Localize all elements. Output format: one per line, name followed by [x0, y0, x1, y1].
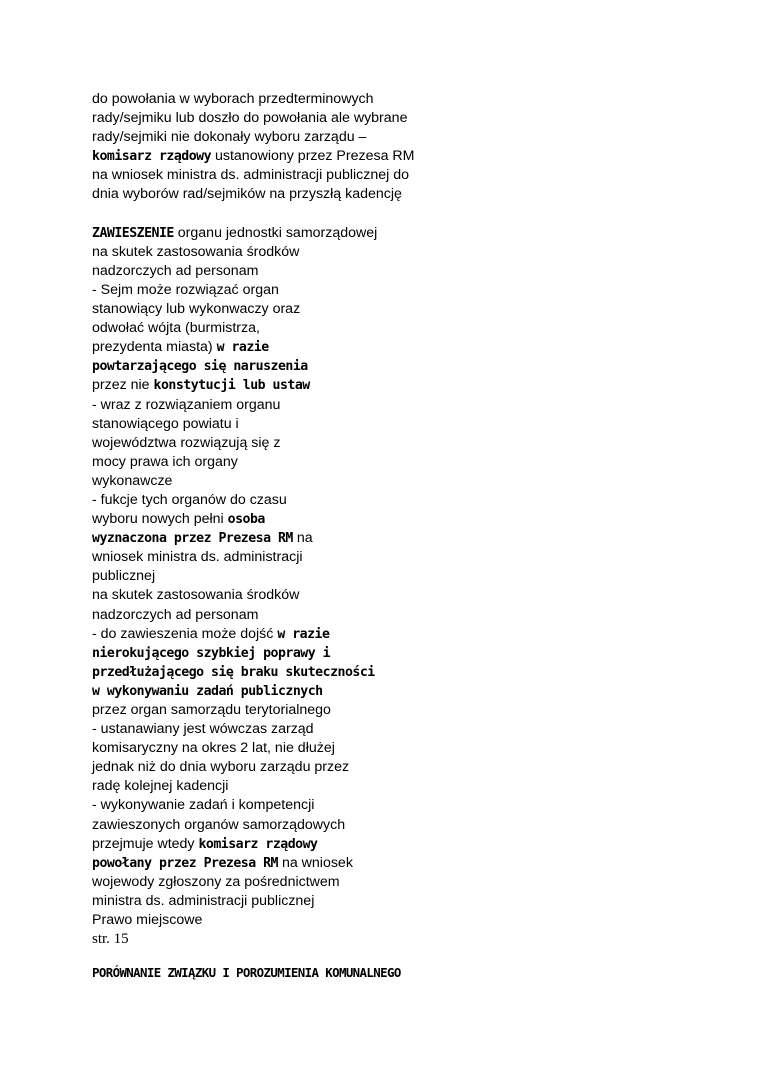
text-line — [92, 835, 692, 854]
bold-term: osoba — [227, 512, 265, 528]
text-line: ministra ds. administracji publicznej — [92, 892, 315, 909]
text-line: stanowiący lub wykonwaczy oraz — [92, 301, 301, 318]
text-line: mocy prawa ich organy — [92, 453, 238, 470]
text-line: radę kolejnej kadencji — [92, 778, 229, 795]
text-line: komisaryczny na okres 2 lat, nie dłużej — [92, 740, 335, 757]
text-line: publicznej — [92, 568, 156, 585]
text-line: rady/sejmiku lub doszło do powołania ale wybrane — [92, 110, 408, 127]
text-line: zawieszonych organów samorządowych — [92, 816, 346, 833]
text-line: - Sejm może rozwiązać organ — [92, 281, 279, 298]
text-line: na skutek zastosowania środków — [92, 587, 300, 604]
text-line — [92, 644, 692, 663]
text-line — [92, 663, 692, 682]
page-number: str. 15 — [92, 931, 129, 948]
text-line: do powołania w wyborach przedterminowych — [92, 91, 374, 107]
text-span: na — [292, 530, 313, 547]
bold-term: w wykonywaniu zadań publicznych — [92, 683, 323, 699]
text-line: na wniosek ministra ds. administracji publicznej do — [92, 167, 409, 184]
bold-term: komisarz rządowy — [92, 149, 212, 165]
text-line: przez organ samorządu terytorialnego — [92, 702, 331, 718]
next-section-heading: PORÓWNANIE ZWIĄZKU I POROZUMIENIA KOMUNALNEGO — [92, 965, 401, 981]
text-line — [92, 625, 692, 644]
bold-term: ZAWIESZENIE — [92, 225, 174, 241]
text-line: - wykonywanie zadań i kompetencji — [92, 797, 315, 814]
text-span: organu jednostki samorządowej — [173, 224, 378, 241]
text-line: nadzorczych ad personam — [92, 262, 259, 279]
text-line: jednak niż do dnia wyboru zarządu przez — [92, 759, 350, 776]
bold-term: przedłużającego się braku skuteczności — [92, 664, 375, 680]
bold-term: nierokującego szybkiej poprawy i — [92, 645, 331, 661]
text-line — [92, 376, 692, 395]
bold-term: powtarzającego się naruszenia — [92, 359, 308, 375]
text-line: - wraz z rozwiązaniem organu — [92, 396, 281, 413]
text-span: - do zawieszenia może dojść — [92, 625, 278, 642]
text-line: nadzorczych ad personam — [92, 606, 259, 623]
text-line — [92, 854, 692, 873]
bold-term: konstytucji lub ustaw — [153, 378, 310, 394]
text-line: wojewody zgłoszony za pośrednictwem — [92, 873, 340, 890]
text-line: rady/sejmiki nie dokonały wyboru zarządu – — [92, 129, 367, 146]
text-line — [92, 682, 692, 701]
text-line: - ustanawiany jest wówczas zarząd — [92, 721, 314, 738]
text-line — [92, 357, 692, 376]
bold-term: wyznaczona przez Prezesa RM — [92, 531, 293, 547]
text-line: województwa rozwiązują się z — [92, 434, 281, 451]
bold-term: powołany przez Prezesa RM — [92, 855, 278, 871]
text-line: wniosek ministra ds. administracji — [92, 549, 303, 566]
text-line — [92, 338, 692, 357]
text-line: dnia wyborów rad/sejmików na przyszłą kadencję — [92, 186, 402, 203]
text-span: ustanowiony przez Prezesa RM — [211, 148, 415, 165]
text-line: na skutek zastosowania środków — [92, 243, 300, 260]
paragraph-gap — [92, 205, 692, 224]
text-span: wyboru nowych pełni — [92, 511, 228, 528]
document-page — [92, 90, 692, 982]
text-span: prezydenta miasta) — [92, 339, 217, 356]
text-line: - fukcje tych organów do czasu — [92, 491, 287, 508]
text-line: wykonawcze — [92, 472, 173, 489]
text-span: przez nie — [92, 377, 154, 394]
text-line — [92, 510, 692, 529]
bold-term: w razie — [216, 340, 269, 356]
bold-term: komisarz rządowy — [198, 836, 318, 852]
text-line: Prawo miejscowe — [92, 912, 203, 929]
text-span: na wniosek — [278, 854, 353, 871]
text-line — [92, 147, 692, 166]
text-line: odwołać wójta (burmistrza, — [92, 320, 260, 337]
bold-term: w razie — [277, 626, 330, 642]
text-span: przejmuje wtedy — [92, 835, 199, 852]
text-line — [92, 529, 692, 548]
section-heading-line — [92, 224, 692, 243]
text-line: stanowiącego powiatu i — [92, 415, 239, 432]
